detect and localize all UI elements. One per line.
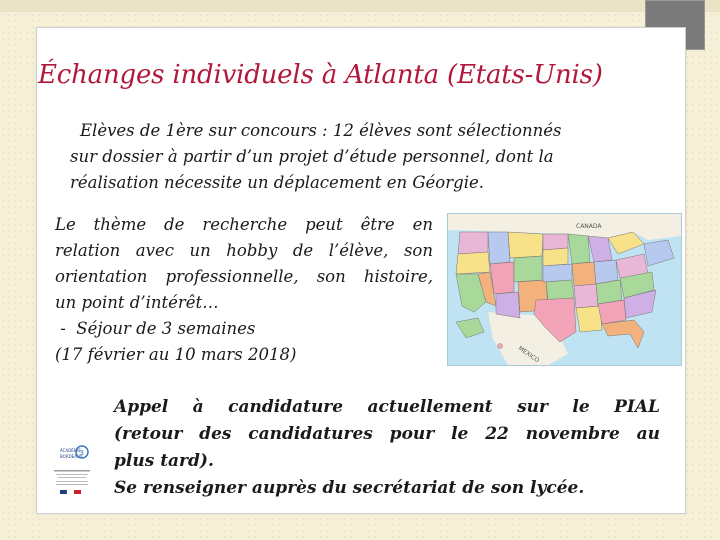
appel-line: (retour des candidatures pour le 22 novembre au: [114, 424, 660, 444]
theme-line: un point d’intérêt…: [55, 293, 219, 312]
stay-duration: - Séjour de 3 semaines: [55, 319, 256, 338]
theme-line: relation avec un hobby de l’élève, son: [55, 241, 433, 260]
logo-text-1: ACADÉMIE: [60, 448, 81, 453]
usa-map-image: [447, 213, 682, 366]
svg-text:3: 3: [79, 449, 84, 457]
theme-line: orientation professionnelle, son histoire,: [55, 267, 433, 286]
intro-line: réalisation nécessite un déplacement en Géorgie.: [70, 173, 484, 192]
appel-line: Appel à candidature actuellement sur le PIAL: [114, 397, 660, 417]
appel-line: Se renseigner auprès du secrétariat de son lycée.: [114, 478, 585, 498]
theme-line: Le thème de recherche peut être en: [55, 215, 433, 234]
academie-logo-graphic: [42, 430, 102, 510]
academie-logo: [42, 430, 102, 510]
logo-text-2: BORDEAUX: [60, 454, 83, 459]
call-for-applications: [114, 394, 660, 502]
intro-paragraph: [70, 118, 630, 196]
top-band: [0, 0, 720, 12]
intro-line: sur dossier à partir d’un projet d’étude personnel, dont la: [70, 147, 554, 166]
map-label-mexico: MEXICO: [516, 344, 541, 365]
slide-title: Échanges individuels à Atlanta (Etats-Unis): [38, 60, 603, 90]
stay-dates: (17 février au 10 mars 2018): [55, 345, 297, 364]
appel-line: plus tard).: [114, 451, 214, 471]
theme-paragraph: [55, 212, 433, 368]
usa-map-drawing: [448, 214, 681, 365]
intro-line: Elèves de 1ère sur concours : 12 élèves sont sélectionnés: [80, 121, 562, 140]
map-label-canada: CANADA: [576, 223, 602, 230]
